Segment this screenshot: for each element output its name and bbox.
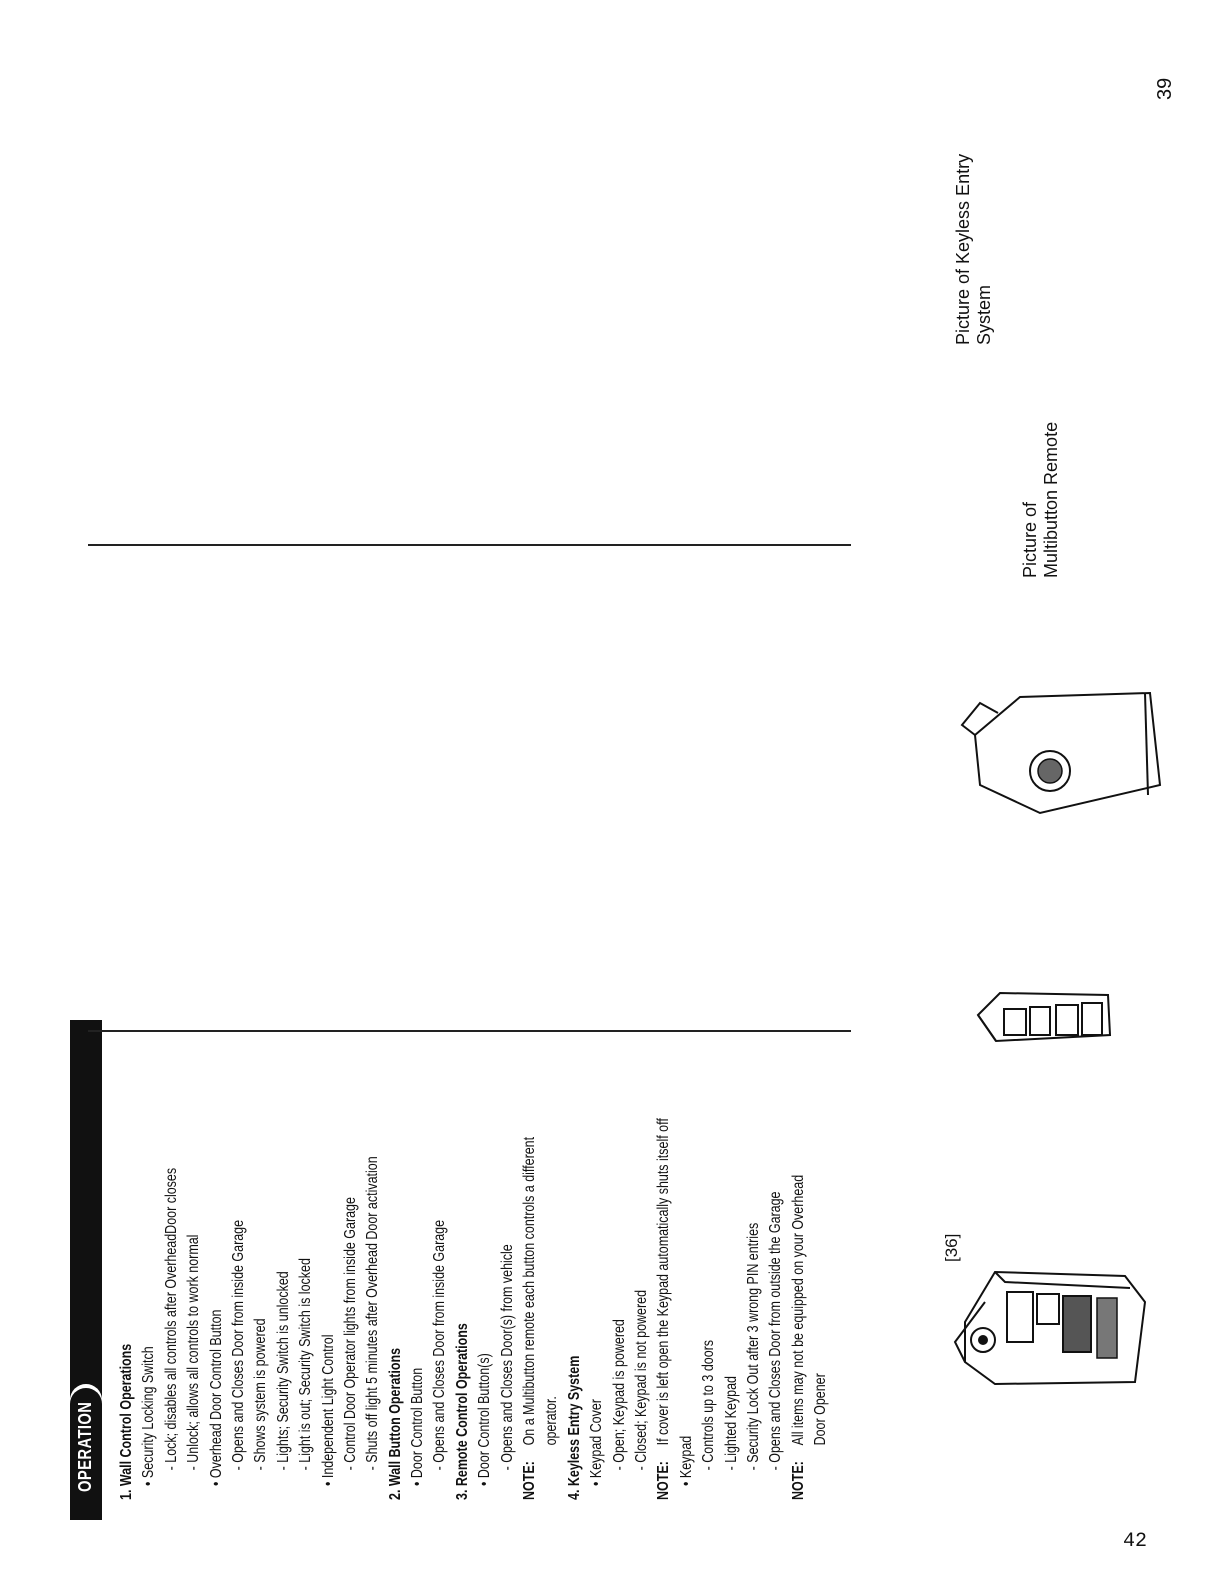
instructions-content [116,740,833,1500]
list-item: • Keypad [677,1435,695,1486]
list-item: - Opens and Closes Door from outside the Garage [767,1191,785,1471]
list-item: - Opens and Closes Door from inside Garage [431,1219,449,1471]
single-remote-illustration [950,685,1165,820]
list-item: - Shows system is powered [252,1318,270,1471]
list-item: - Security Lock Out after 3 wrong PIN entries [744,1222,762,1471]
operation-banner-tab [70,1388,102,1500]
list-item: - Opens and Closes Door(s) from vehicle [498,1244,516,1471]
note-text: If cover is left open the Keypad automatically shuts itself off [655,1118,673,1446]
operation-text-block [70,1040,870,1500]
divider-upper [88,544,851,546]
list-item: - Control Door Operator lights from inside Garage [341,1197,359,1471]
note [519,907,541,1500]
keyless-keypad-illustration [925,1262,1150,1402]
section-title: 3. Remote Control Operations [453,1323,471,1500]
operation-banner-label: OPERATION [75,1401,95,1492]
note [653,907,675,1500]
list-item: • Overhead Door Control Button [207,1309,225,1486]
note-label: NOTE: [655,1461,673,1500]
caption-line: Picture of Keyless Entry [953,153,973,345]
list-item: - Controls up to 3 doors [700,1339,718,1471]
list-item: • Security Locking Switch [140,1346,158,1486]
divider-lower [88,1030,851,1032]
note-text: Door Opener [812,1373,830,1446]
note-label: NOTE: [789,1461,807,1500]
figure-reference: [36] [942,1233,961,1262]
page-number-bottom: 42 [1123,1530,1148,1553]
list-item: - Opens and Closes Door from inside Garage [229,1219,247,1471]
list-item: - Unlock; allows all controls to work normal [185,1234,203,1471]
list-item: - Closed; Keypad is not powered [632,1289,650,1471]
note-label: NOTE: [521,1461,539,1500]
list-item: - Lighted Keypad [722,1375,740,1471]
note-text: operator. [543,1396,561,1446]
list-item: - Light is out; Security Switch is locked [297,1258,315,1471]
section-title: 4. Keyless Entry System [565,1355,583,1500]
multibutton-remote-illustration [970,985,1120,1050]
caption-multibutton-remote [1020,422,1062,578]
caption-line: Picture of [1020,501,1040,578]
note-text: On a Multibutton remote each button controls a different [521,1136,539,1446]
caption-line: System [974,284,994,345]
caption-keyless-entry [953,154,995,345]
caption-line: Multibutton Remote [1041,421,1061,578]
note [788,907,810,1500]
section-title: 1. Wall Control Operations [118,1343,135,1500]
list-item: - Lock; disables all controls after OverheadDoor closes [162,1167,180,1471]
list-item: - Open; Keypad is powered [610,1319,628,1471]
list-item: • Door Control Button [409,1367,427,1486]
note-text: All items may not be equipped on your Overhead [789,1174,807,1446]
list-item: • Independent Light Control [319,1334,337,1486]
list-item: • Keypad Cover [588,1399,606,1486]
list-item: - Lights; Security Switch is unlocked [274,1271,292,1471]
list-item: • Door Control Button(s) [476,1353,494,1486]
list-item: - Shuts off light 5 minutes after Overhead Door activation [364,1156,382,1471]
page-number-rotated: 39 [1154,77,1176,100]
section-title: 2. Wall Button Operations [386,1347,404,1500]
